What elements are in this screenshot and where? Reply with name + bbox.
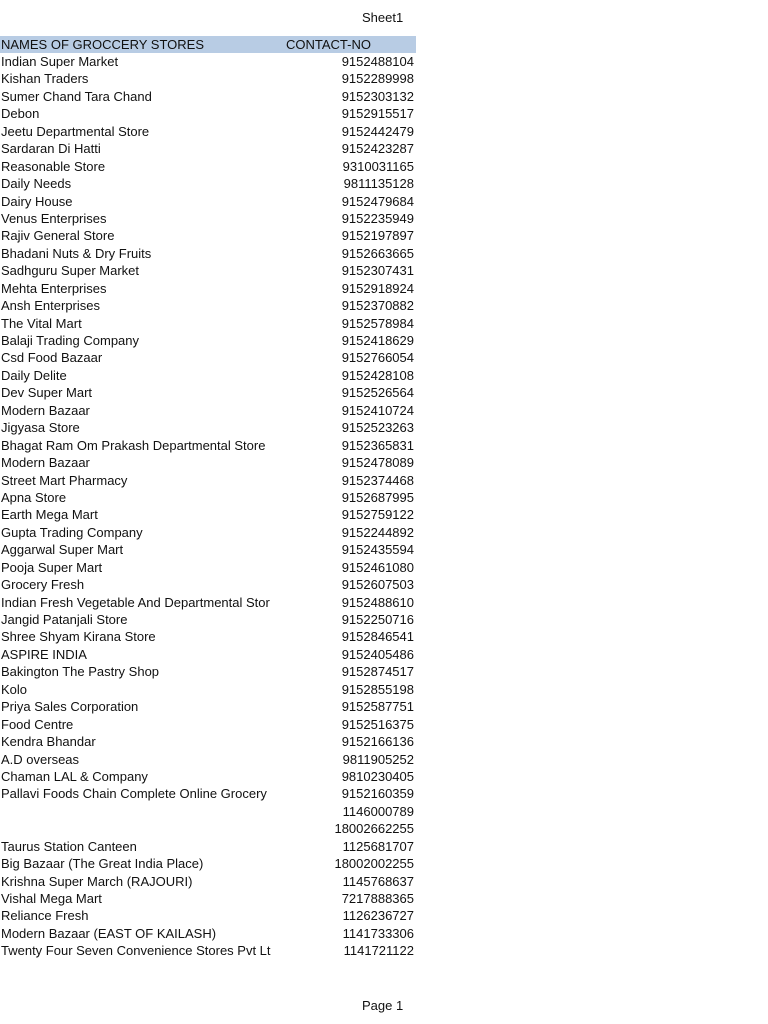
contact-number-cell: 9152289998 [341,71,414,87]
contact-number-cell: 9152759122 [341,507,414,523]
store-name-cell: Mehta Enterprises [1,280,107,296]
contact-number-cell: 9152663665 [341,245,414,261]
store-name-cell: Reliance Fresh [1,908,89,924]
store-name-cell: Rajiv General Store [1,228,115,244]
store-name-cell: Bhadani Nuts & Dry Fruits [1,245,152,261]
table-row [0,576,416,593]
contact-number-cell: 9152235949 [341,210,414,226]
table-row [0,681,416,698]
store-name-cell: Daily Needs [1,176,72,192]
store-name-cell: Priya Sales Corporation [1,699,139,715]
page-number: Page 1 [362,998,404,1013]
store-name-cell: A.D overseas [1,751,80,767]
contact-number-cell: 9152488104 [341,54,414,69]
contact-number-cell: 18002002255 [334,856,414,872]
store-name-cell: Indian Super Market [1,54,119,69]
contact-number-cell: 9152461080 [341,559,414,575]
contact-number-cell: 9310031165 [342,158,414,174]
store-name-cell: Apna Store [1,489,67,505]
store-table [0,36,416,960]
store-name-cell: Modern Bazaar [1,402,90,418]
contact-number-cell: 1141721122 [343,943,414,959]
table-row [0,541,416,558]
store-name-cell: Krishna Super March (RAJOURI) [1,873,193,889]
contact-number-cell: 9152250716 [341,612,414,627]
contact-number-cell: 1145768637 [342,873,414,889]
store-name-cell: Street Mart Pharmacy [1,472,128,488]
contact-number-cell: 9152587751 [341,699,414,715]
store-name-cell: Kolo [1,681,28,697]
store-name-cell: Jeetu Departmental Store [1,123,150,139]
store-name-cell: Modern Bazaar [1,455,90,471]
contact-number-cell: 9152307431 [341,263,414,279]
contact-number-cell: 1126236727 [342,908,414,924]
table-row [0,628,416,645]
contact-number-cell: 1141733306 [342,925,414,941]
store-name-cell: Csd Food Bazaar [1,350,103,366]
table-row [0,890,416,907]
contact-number-cell: 1146000789 [342,803,414,819]
contact-number-cell: 9152874517 [341,664,414,680]
contact-number-cell: 9152478089 [341,455,414,471]
table-row [0,803,416,820]
store-name-cell: Sardaran Di Hatti [1,141,101,157]
store-name-cell: Modern Bazaar (EAST OF KAILASH) [1,925,217,941]
store-name-cell: Daily Delite [1,367,67,383]
header-store-name: NAMES OF GROCCERY STORES [1,37,204,52]
table-row [0,402,416,419]
table-row [0,315,416,332]
contact-number-cell: 9152370882 [341,298,414,314]
table-header [0,36,416,53]
contact-number-cell: 9152410724 [341,402,414,418]
table-row [0,454,416,471]
contact-number-cell: 9152578984 [341,315,414,331]
table-row [0,280,416,297]
table-row [0,332,416,349]
contact-number-cell: 9152846541 [341,629,414,645]
store-name-cell: Shree Shyam Kirana Store [1,629,156,645]
store-name-cell: Reasonable Store [1,158,106,174]
table-row [0,245,416,262]
store-name-cell: Gupta Trading Company [1,524,143,540]
table-row [0,873,416,890]
contact-number-cell: 9152418629 [341,333,414,348]
contact-number-cell: 9152488610 [341,594,414,610]
table-row [0,559,416,576]
store-name-cell: Dev Super Mart [1,385,93,401]
store-name-cell: Balaji Trading Company [1,333,140,348]
table-row [0,262,416,279]
table-body [0,53,416,960]
contact-number-cell: 9152918924 [341,280,414,296]
contact-number-cell: 9152607503 [341,577,414,593]
contact-number-cell: 9152166136 [341,734,414,750]
table-row [0,70,416,87]
contact-number-cell: 9811135128 [343,176,414,192]
store-name-cell: Venus Enterprises [1,210,107,226]
contact-number-cell: 9152855198 [341,681,414,697]
table-row [0,367,416,384]
contact-number-cell: 9152435594 [341,542,414,558]
table-row [0,716,416,733]
store-name-cell: Vishal Mega Mart [1,891,102,906]
contact-number-cell: 9152197897 [341,228,414,244]
sheet-title: Sheet1 [362,10,404,25]
table-row [0,907,416,924]
store-name-cell: Pooja Super Mart [1,559,103,575]
store-name-cell: Food Centre [1,716,74,732]
table-row [0,193,416,210]
contact-number-cell: 9152915517 [341,106,414,122]
table-row [0,472,416,489]
store-name-cell: Ansh Enterprises [1,298,100,314]
contact-number-cell: 9152442479 [341,123,414,139]
table-row [0,349,416,366]
table-row [0,437,416,454]
header-contact-no: CONTACT-NO [286,37,371,52]
table-row [0,820,416,837]
table-row [0,88,416,105]
store-name-cell: Grocery Fresh [1,577,85,593]
contact-number-cell: 9152303132 [341,88,414,104]
store-name-cell [0,803,285,820]
table-row [0,524,416,541]
table-row [0,210,416,227]
store-name-cell: Big Bazaar (The Great India Place) [1,856,204,872]
contact-number-cell: 9152365831 [341,437,414,453]
table-row [0,419,416,436]
contact-number-cell: 9152374468 [341,472,414,488]
contact-number-cell: 9152428108 [341,367,414,383]
table-row [0,227,416,244]
store-name-cell [0,820,285,837]
store-name-cell: Jangid Patanjali Store [1,612,128,627]
table-row [0,123,416,140]
contact-number-cell: 9152526564 [341,385,414,401]
store-name-cell: Kendra Bhandar [1,734,96,750]
contact-number-cell: 1125681707 [342,838,414,854]
contact-number-cell: 9811905252 [342,751,414,767]
contact-number-cell: 9152516375 [341,716,414,732]
table-row [0,838,416,855]
contact-number-cell: 9152523263 [341,420,414,436]
table-row [0,611,416,628]
store-name-cell: Chaman LAL & Company [1,768,148,784]
table-row [0,646,416,663]
contact-number-cell: 9152405486 [341,646,414,662]
contact-number-cell: 9152479684 [341,193,414,209]
store-name-cell: Twenty Four Seven Convenience Stores Pvt Lt [1,943,271,959]
contact-number-cell: 9152766054 [341,350,414,366]
store-name-cell: Pallavi Foods Chain Complete Online Grocery [1,786,267,802]
contact-number-cell: 18002662255 [334,821,414,837]
contact-number-cell: 9152244892 [341,524,414,540]
table-row [0,594,416,611]
store-name-cell: Bakington The Pastry Shop [1,664,160,680]
table-row [0,140,416,157]
store-name-cell: Earth Mega Mart [1,507,98,523]
contact-number-cell: 9810230405 [341,768,414,784]
table-row [0,175,416,192]
store-name-cell: ASPIRE INDIA [1,646,87,662]
table-row [0,506,416,523]
table-row [0,751,416,768]
store-name-cell: The Vital Mart [1,315,82,331]
table-row [0,384,416,401]
store-name-cell: Dairy House [1,193,73,209]
contact-number-cell: 9152687995 [341,489,414,505]
table-row [0,925,416,942]
table-row [0,855,416,872]
table-row [0,733,416,750]
store-name-cell: Taurus Station Canteen [1,838,137,854]
store-name-cell: Sadhguru Super Market [1,263,140,279]
table-row [0,53,416,70]
table-row [0,297,416,314]
table-row [0,768,416,785]
store-name-cell: Jigyasa Store [1,420,80,436]
contact-number-cell: 7217888365 [341,891,414,906]
table-row [0,105,416,122]
table-row [0,698,416,715]
table-row [0,489,416,506]
store-name-cell: Bhagat Ram Om Prakash Departmental Store [1,437,266,453]
store-name-cell: Indian Fresh Vegetable And Departmental Stor [1,594,270,610]
table-row [0,158,416,175]
store-name-cell: Debon [1,106,40,122]
table-row [0,942,416,959]
contact-number-cell: 9152423287 [341,141,414,157]
store-name-cell: Aggarwal Super Mart [1,542,124,558]
table-row [0,785,416,802]
store-name-cell: Kishan Traders [1,71,89,87]
store-name-cell: Sumer Chand Tara Chand [1,88,152,104]
contact-number-cell: 9152160359 [341,786,414,802]
table-row [0,663,416,680]
